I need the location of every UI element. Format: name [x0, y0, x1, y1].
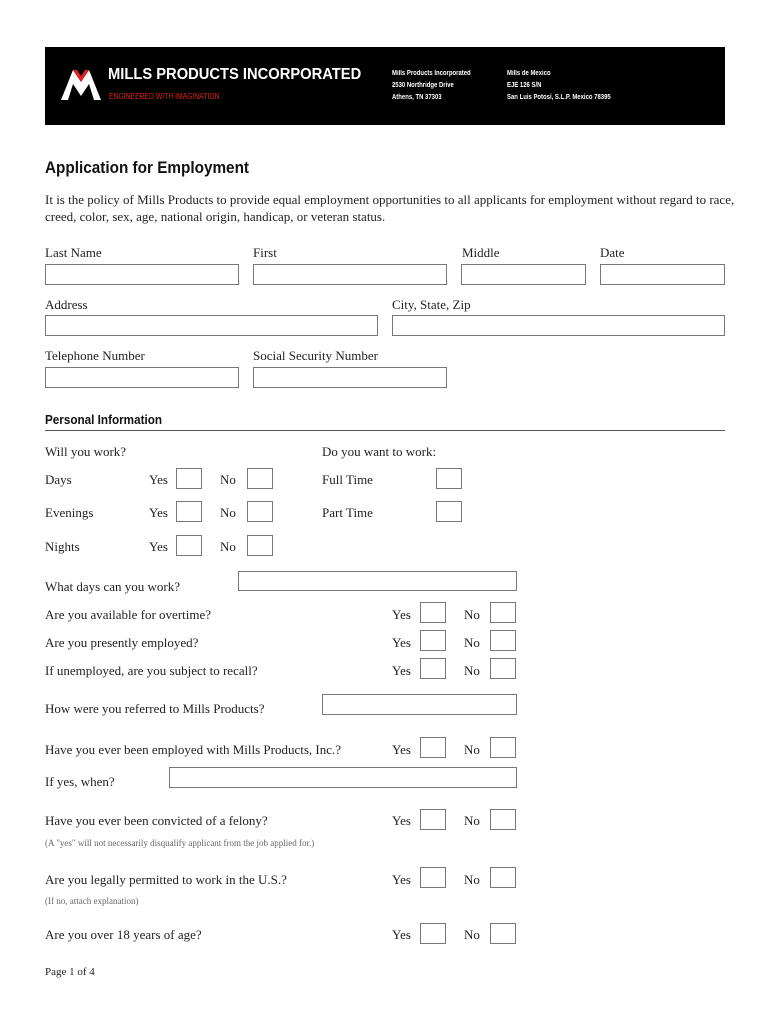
mx-address-line: San Luis Potosí, S.L.P. Mexico 78395	[507, 94, 611, 101]
personal-information-heading: Personal Information	[45, 412, 163, 427]
recall-label: If unemployed, are you subject to recall?	[45, 663, 258, 678]
last-name-label: Last Name	[45, 245, 102, 260]
age-no-label: No	[464, 927, 480, 942]
address-field[interactable]	[45, 315, 378, 336]
page-number: Page 1 of 4	[45, 966, 95, 978]
previously-no-label: No	[464, 742, 480, 757]
part-time-label: Part Time	[322, 505, 373, 520]
telephone-label: Telephone Number	[45, 348, 145, 363]
legal-no-label: No	[464, 872, 480, 887]
us-address-line: 2530 Northridge Drive	[392, 82, 454, 89]
company-name: MILLS PRODUCTS INCORPORATED	[108, 66, 362, 83]
referred-label: How were you referred to Mills Products?	[45, 701, 265, 716]
date-label: Date	[600, 245, 625, 260]
legal-no-checkbox[interactable]	[490, 867, 516, 888]
nights-label: Nights	[45, 539, 80, 554]
felony-label: Have you ever been convicted of a felony?	[45, 813, 268, 828]
overtime-yes-checkbox[interactable]	[420, 602, 446, 623]
telephone-field[interactable]	[45, 367, 239, 388]
part-time-checkbox[interactable]	[436, 501, 462, 522]
do-you-want-to-work-label: Do you want to work:	[322, 444, 437, 459]
nights-yes-checkbox[interactable]	[176, 535, 202, 556]
recall-yes-checkbox[interactable]	[420, 658, 446, 679]
overtime-no-checkbox[interactable]	[490, 602, 516, 623]
age-no-checkbox[interactable]	[490, 923, 516, 944]
age-yes-checkbox[interactable]	[420, 923, 446, 944]
ssn-label: Social Security Number	[253, 348, 378, 363]
mx-address	[507, 68, 611, 104]
ssn-field[interactable]	[253, 367, 447, 388]
referred-field[interactable]	[322, 694, 517, 715]
first-name-label: First	[253, 245, 277, 260]
employed-no-checkbox[interactable]	[490, 630, 516, 651]
recall-no-label: No	[464, 663, 480, 678]
overtime-label: Are you available for overtime?	[45, 607, 212, 622]
nights-no-checkbox[interactable]	[247, 535, 273, 556]
middle-name-field[interactable]	[461, 264, 586, 285]
what-days-label: What days can you work?	[45, 579, 181, 594]
previously-yes-label: Yes	[392, 742, 411, 757]
us-address-line: Athens, TN 37303	[392, 94, 442, 101]
city-state-zip-label: City, State, Zip	[392, 297, 471, 312]
days-yes-label: Yes	[149, 472, 168, 487]
age-label: Are you over 18 years of age?	[45, 927, 202, 942]
mx-address-line: EJE 126 S/N	[507, 82, 542, 89]
previously-no-checkbox[interactable]	[490, 737, 516, 758]
header-banner	[45, 47, 725, 125]
age-yes-label: Yes	[392, 927, 411, 942]
recall-yes-label: Yes	[392, 663, 411, 678]
evenings-no-checkbox[interactable]	[247, 501, 273, 522]
what-days-field[interactable]	[238, 571, 517, 591]
mills-logo-icon	[61, 68, 101, 100]
nights-no-label: No	[220, 539, 236, 554]
days-no-checkbox[interactable]	[247, 468, 273, 489]
legal-work-note: (If no, attach explanation)	[45, 896, 139, 906]
section-divider	[45, 430, 725, 431]
employed-yes-checkbox[interactable]	[420, 630, 446, 651]
legal-yes-checkbox[interactable]	[420, 867, 446, 888]
employed-no-label: No	[464, 635, 480, 650]
nights-yes-label: Yes	[149, 539, 168, 554]
days-yes-checkbox[interactable]	[176, 468, 202, 489]
legal-yes-label: Yes	[392, 872, 411, 887]
overtime-yes-label: Yes	[392, 607, 411, 622]
full-time-label: Full Time	[322, 472, 373, 487]
legal-work-label: Are you legally permitted to work in the U.S.?	[45, 872, 287, 887]
previously-yes-checkbox[interactable]	[420, 737, 446, 758]
us-address-line: Mills Products Incorporated	[392, 70, 471, 77]
employed-label: Are you presently employed?	[45, 635, 199, 650]
felony-yes-label: Yes	[392, 813, 411, 828]
felony-yes-checkbox[interactable]	[420, 809, 446, 830]
middle-name-label: Middle	[462, 245, 500, 260]
evenings-no-label: No	[220, 505, 236, 520]
felony-note: (A "yes" will not necessarily disqualify applicant from the job applied for.)	[45, 838, 315, 848]
date-field[interactable]	[600, 264, 725, 285]
days-no-label: No	[220, 472, 236, 487]
felony-no-checkbox[interactable]	[490, 809, 516, 830]
if-yes-when-label: If yes, when?	[45, 774, 115, 789]
evenings-yes-checkbox[interactable]	[176, 501, 202, 522]
evenings-label: Evenings	[45, 505, 94, 520]
felony-no-label: No	[464, 813, 480, 828]
overtime-no-label: No	[464, 607, 480, 622]
last-name-field[interactable]	[45, 264, 239, 285]
full-time-checkbox[interactable]	[436, 468, 462, 489]
previously-employed-label: Have you ever been employed with Mills Products, Inc.?	[45, 742, 342, 757]
city-state-zip-field[interactable]	[392, 315, 725, 336]
days-label: Days	[45, 472, 72, 487]
us-address	[392, 68, 471, 104]
first-name-field[interactable]	[253, 264, 447, 285]
will-you-work-label: Will you work?	[45, 444, 127, 459]
page-title: Application for Employment	[45, 158, 250, 177]
policy-statement: It is the policy of Mills Products to provide equal employment opportunities to all applicants for employment without regard to race, creed, color, sex, age, national origin, handicap, or veteran status.	[45, 192, 735, 224]
company-tagline: ENGINEERED WITH IMAGINATION	[109, 92, 220, 101]
recall-no-checkbox[interactable]	[490, 658, 516, 679]
if-yes-when-field[interactable]	[169, 767, 517, 788]
address-label: Address	[45, 297, 88, 312]
mx-address-line: Mills de Mexico	[507, 70, 551, 77]
employed-yes-label: Yes	[392, 635, 411, 650]
evenings-yes-label: Yes	[149, 505, 168, 520]
